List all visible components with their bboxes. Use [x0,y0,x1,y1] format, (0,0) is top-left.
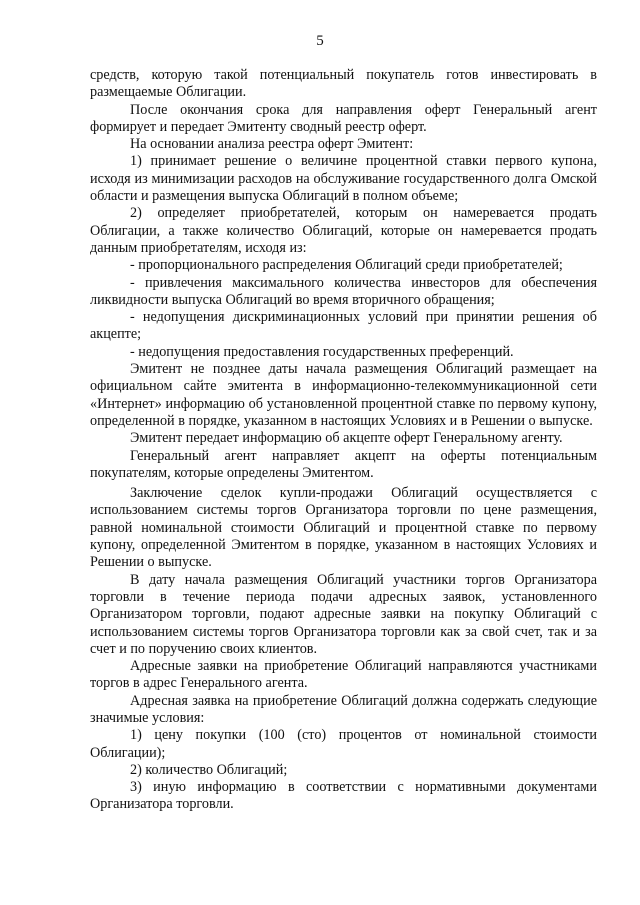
paragraph: Эмитент передает информацию об акцепте оферт Генеральному агенту. [130,430,563,447]
paragraph: На основании анализа реестра оферт Эмитент: [130,136,414,153]
sub-list-item: - недопущения дискриминационных условий при принятии решения об акцепте; [90,309,597,343]
list-item: 1) цену покупки (100 (сто) процентов от номинальной стоимости Облигации); [90,727,597,761]
paragraph: Адресная заявка на приобретение Облигаций должна содержать следующие значимые условия: [90,692,597,726]
paragraph: Генеральный агент направляет акцепт на оферты потенциальным покупателям, которые определены Эмитентом. [90,447,597,481]
paragraph: средств, которую такой потенциальный покупатель готов инвестировать в размещаемые Облигации. [90,67,597,101]
paragraph: Эмитент не позднее даты начала размещения Облигаций размещает на официальном сайте эмитента в информационно-телекоммуникационной сети «Интернет» информацию об установленной процентной ставке по первому купону, определенной в порядке, указанном в настоящих Условиях и в Решении о выпуске. [90,361,597,429]
paragraph: Адресные заявки на приобретение Облигаций направляются участниками торгов в адрес Генерального агента. [90,658,597,692]
document-body [90,67,597,814]
list-item: 2) количество Облигаций; [130,761,288,778]
sub-list-item: - пропорционального распределения Облигаций среди приобретателей; [130,257,563,274]
paragraph: В дату начала размещения Облигаций участники торгов Организатора торговли в течение периода подачи адресных заявок, установленного Организатором торговли, подают адресные заявки на покупку Облигаций с использованием системы торгов Организатора торговли как за свой счет, так и за счет и по поручению своих клиентов. [90,571,597,657]
list-item: 3) иную информацию в соответствии с нормативными документами Организатора торговли. [90,779,597,813]
page-number: 5 [316,33,324,49]
list-item: 1) принимает решение о величине процентной ставки первого купона, исходя из минимизации расходов на обслуживание государственного долга Омской области и размещения выпуска Облигаций в полном объеме; [90,153,597,205]
paragraph: Заключение сделок купли-продажи Облигаций осуществляется с использованием системы торгов Организатора торговли по цене размещения, равной номинальной стоимости Облигаций и процентной ставке по первому купону, определенной Эмитентом в порядке, указанном в настоящих Условиях и Решении о выпуске. [90,485,597,571]
list-item: 2) определяет приобретателей, которым он намеревается продать Облигации, а также количество Облигаций, которые он намеревается продать данным приобретателям, исходя из: [90,205,597,256]
sub-list-item: - недопущения предоставления государственных преференций. [130,343,514,360]
sub-list-item: - привлечения максимального количества инвесторов для обеспечения ликвидности выпуска Облигаций во время вторичного обращения; [90,274,597,308]
paragraph: После окончания срока для направления оферт Генеральный агент формирует и передает Эмитенту сводный реестр оферт. [90,101,597,135]
